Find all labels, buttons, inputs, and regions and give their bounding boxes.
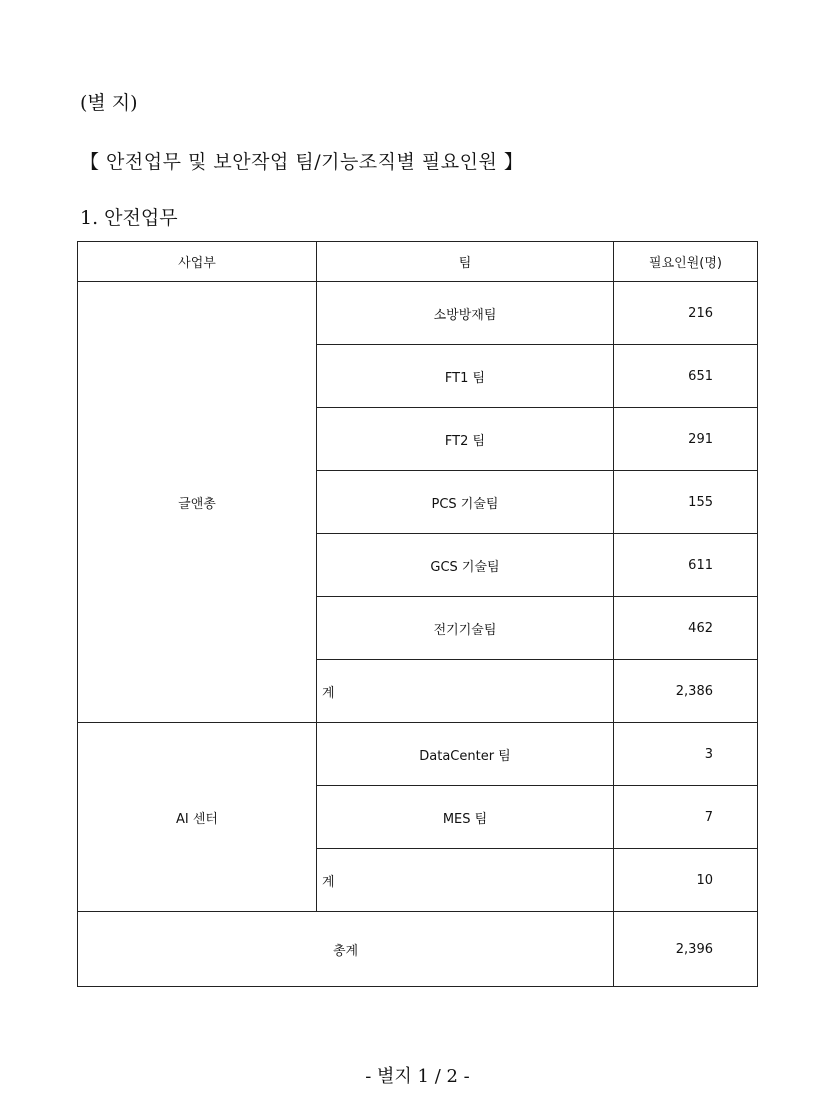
- grand-total-label: 총계: [78, 912, 614, 987]
- annex-label: (별 지): [80, 92, 138, 114]
- page-footer: - 별지 1 / 2 -: [365, 1066, 470, 1087]
- team-count: 651: [614, 345, 758, 408]
- grand-total-count: 2,396: [614, 912, 758, 987]
- team-name: PCS 기술팀: [317, 471, 614, 534]
- table-header-row: [78, 242, 758, 282]
- header-team: 팀: [317, 242, 614, 282]
- grand-total-row: [78, 912, 758, 987]
- team-count: 291: [614, 408, 758, 471]
- team-name: 소방방재팀: [317, 282, 614, 345]
- division-name: AI 센터: [78, 723, 317, 912]
- staffing-table: [77, 241, 758, 987]
- table-row: [78, 723, 758, 786]
- subtotal-label: 계: [317, 660, 614, 723]
- team-name: 전기기술팀: [317, 597, 614, 660]
- team-name: FT1 팀: [317, 345, 614, 408]
- subtotal-label: 계: [317, 849, 614, 912]
- team-name: MES 팀: [317, 786, 614, 849]
- table-row: [78, 282, 758, 345]
- team-name: GCS 기술팀: [317, 534, 614, 597]
- subtotal-count: 10: [614, 849, 758, 912]
- team-name: DataCenter 팀: [317, 723, 614, 786]
- subtotal-count: 2,386: [614, 660, 758, 723]
- team-count: 155: [614, 471, 758, 534]
- team-count: 7: [614, 786, 758, 849]
- team-count: 3: [614, 723, 758, 786]
- team-count: 216: [614, 282, 758, 345]
- team-count: 611: [614, 534, 758, 597]
- section-heading: 1. 안전업무: [80, 207, 178, 229]
- header-division: 사업부: [78, 242, 317, 282]
- document-title: 【 안전업무 및 보안작업 팀/기능조직별 필요인원 】: [80, 151, 524, 173]
- header-count: 필요인원(명): [614, 242, 758, 282]
- team-count: 462: [614, 597, 758, 660]
- team-name: FT2 팀: [317, 408, 614, 471]
- division-name: 글앤총: [78, 282, 317, 723]
